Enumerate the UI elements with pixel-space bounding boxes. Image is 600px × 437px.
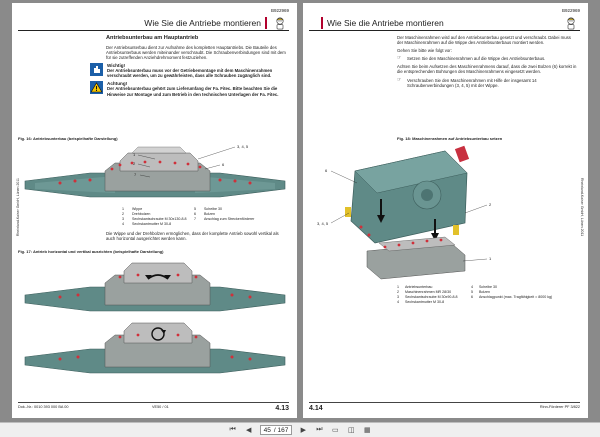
page-number: 4.14 <box>309 405 323 412</box>
legend-num: 6 <box>471 295 473 299</box>
legend-num: 3 <box>397 295 399 299</box>
legend-text: Sechskantmutter M 30-8 <box>132 222 172 226</box>
figure-17-drive-alignment <box>20 257 290 387</box>
legend-num: 3 <box>122 217 124 221</box>
two-page-view-icon[interactable]: ◫ <box>348 427 355 434</box>
next-page-icon[interactable]: ▶ <box>300 427 307 434</box>
previous-page-icon[interactable]: ◀ <box>245 427 252 434</box>
legend-text: Anschlag zum Streckenförderer <box>204 217 255 221</box>
section-title: Antriebsunterbau am Hauptantrieb <box>106 35 199 41</box>
page-header <box>309 15 580 31</box>
legend-num: 1 <box>397 285 399 289</box>
pointing-hand-icon: ☞ <box>397 76 402 83</box>
fig16-callout-7: 7 <box>134 172 137 177</box>
warning-triangle-icon <box>90 81 103 94</box>
figure-18-legend <box>397 285 557 304</box>
important-text: Der Antriebsunterbau muss vor der Getriebemontage mit dem Maschinenrahmen verschraubt werden, um zu gewährleisten, dass alle Schrauben zugänglich sind. <box>107 68 273 79</box>
legend-text: Anschlagpunkt (max. Tragfähigkeit = 8000 kg) <box>479 295 553 299</box>
last-page-icon[interactable]: ⏭ <box>316 426 323 433</box>
caution-note <box>106 81 286 96</box>
paragraph-1: Der Maschinenrahmen wird auf den Antriebsunterbau gesetzt und verschraubt. Dabei muss der Maschinenrahmen auf die Wippe des Antriebsunterbaus montiert werden. <box>397 35 571 46</box>
page-right <box>303 3 588 418</box>
info-hand-icon <box>90 63 103 76</box>
spread-view-icon[interactable]: ▦ <box>364 427 371 434</box>
single-page-view-icon[interactable]: ▭ <box>332 427 339 434</box>
figure-17-caption: Fig. 17: Antrieb horizontal und vertikal ausrichten (beispielhafte Darstellung) <box>18 249 164 254</box>
left-content <box>106 35 286 100</box>
header-accent-bar <box>321 17 323 29</box>
important-note <box>106 63 286 78</box>
worker-mascot-icon <box>273 16 287 30</box>
pointing-hand-icon: ☞ <box>397 55 402 62</box>
page-number-input[interactable] <box>260 425 293 435</box>
step-2-text: Verschrauben Sie den Maschinenrahmen mit Hilfe der insgesamt 14 Schraubenverbindungen (3, 4, 5) mit der Wippe. <box>407 77 537 88</box>
page-number: 4.13 <box>275 405 289 412</box>
fig16-callout-6: 6 <box>222 162 225 167</box>
legend-num: 1 <box>122 207 124 211</box>
figure-18-frame-mounting <box>315 143 515 283</box>
legend-text: Sechskantmutter M 30-8 <box>405 300 445 304</box>
footer-rule <box>309 402 580 403</box>
legend-text: Drehbolzen <box>132 212 151 216</box>
fig18-callout-6: 6 <box>325 168 328 173</box>
doc-id: B922969 <box>270 8 289 13</box>
fig18-callout-2: 2 <box>489 202 492 207</box>
footer-version: VE50 / 01 <box>152 405 169 409</box>
legend-num: 4 <box>122 222 124 226</box>
header-title: Wie Sie die Antriebe montieren <box>327 18 444 28</box>
worker-mascot-icon <box>564 16 578 30</box>
mid-paragraph: Die Wippe und der Drehbolzen ermöglichen, dass der komplette Antrieb sowohl vertikal als auch horizontal ausgerichtet werden kann. <box>106 231 279 242</box>
legend-num: 7 <box>194 217 196 221</box>
footer-rule <box>18 402 289 403</box>
side-copyright: Rheinland-Kaiser GmbH, Lünen 2011 <box>16 178 20 237</box>
legend-num: 5 <box>194 207 196 211</box>
figure-18-caption: Fig. 18: Maschinenrahmen auf Antriebsunterbau setzen <box>397 136 503 141</box>
caution-text: Der Antriebsunterbau gehört zum Lieferumfang der Fa. Fitec. Bitte beachten Sie die Hinweise zur Montage und zum Betrieb in den technischen Unterlagen der Fa. Fitec. <box>107 86 279 97</box>
caution-title: Achtung! <box>107 81 128 87</box>
legend-text: Sechskantschraube M 30x130-8.8 <box>132 217 187 221</box>
legend-text: Scheibe 30 <box>204 207 222 211</box>
paragraph-2: Gehen Sie bitte wie folgt vor: <box>397 48 452 54</box>
legend-num: 5 <box>471 290 473 294</box>
fig16-callout-345: 3, 4, 5 <box>237 144 249 149</box>
legend-text: Scheibe 30 <box>479 285 497 289</box>
legend-text: Bolzen <box>204 212 215 216</box>
first-page-icon[interactable]: ⏮ <box>229 426 236 433</box>
legend-text: Bolzen <box>479 290 490 294</box>
fig16-callout-1: 1 <box>133 152 136 157</box>
page-header <box>18 15 289 31</box>
fig18-callout-1: 1 <box>489 256 492 261</box>
figure-16-legend <box>122 207 264 226</box>
step-1 <box>397 56 577 61</box>
legend-text: Antriebsunterbau <box>405 285 433 289</box>
step-2 <box>397 78 577 88</box>
legend-text: Maschinenrahmen MR 28/30 <box>405 290 452 294</box>
intro-paragraph: Der Antriebsunterbau dient zur Aufnahme des kompletten Hauptantriebs. Die Bauteile des Antriebsunterbaus werden miteinander verschraubt. Die Schraubenverbindungen sind mit dem für sie zutreffenden Anziehdrehmoment festzuziehen. <box>106 45 286 61</box>
header-accent-bar <box>265 17 267 29</box>
paragraph-3: Achten Sie beim Aufsetzen des Maschinenrahmens darauf, dass die zwei Bolzen (6) korrekt in die entsprechenden Bohrungen des Maschinenrahmens eingesetzt werden. <box>397 64 577 75</box>
current-page: 45 <box>263 426 271 434</box>
legend-num: 4 <box>471 285 473 289</box>
figure-16-drive-base <box>20 143 290 203</box>
fig18-callout-345: 3, 4, 5 <box>317 221 329 226</box>
legend-num: 2 <box>122 212 124 216</box>
viewer-toolbar <box>0 422 600 437</box>
doc-id: B922969 <box>561 8 580 13</box>
footer-product: Rinn-Förderer PF 3/822 <box>539 405 580 409</box>
header-title: Wie Sie die Antriebe montieren <box>144 18 261 28</box>
legend-num: 4 <box>397 300 399 304</box>
fig16-callout-2: 2 <box>133 161 136 166</box>
total-pages: / 167 <box>273 426 289 434</box>
figure-16-caption: Fig. 16: Antriebsunterbau (beispielhafte Darstellung) <box>18 136 118 141</box>
footer-doc-number: Dok.-Nr.: 0010 393 000 BA 00 <box>18 405 69 409</box>
legend-text: Wippe <box>132 207 143 211</box>
important-title: Wichtig! <box>107 63 126 69</box>
step-1-text: Setzen Sie den Maschinenrahmen auf die Wippe des Antriebsunterbaus. <box>407 56 546 62</box>
side-copyright: Rheinland-Kaiser GmbH, Lünen 2011 <box>580 178 584 237</box>
right-content <box>397 35 577 91</box>
page-left <box>12 3 297 418</box>
legend-num: 6 <box>194 212 196 216</box>
legend-num: 2 <box>397 290 399 294</box>
legend-text: Sechskantschraube M 30x90-8.8 <box>405 295 458 299</box>
